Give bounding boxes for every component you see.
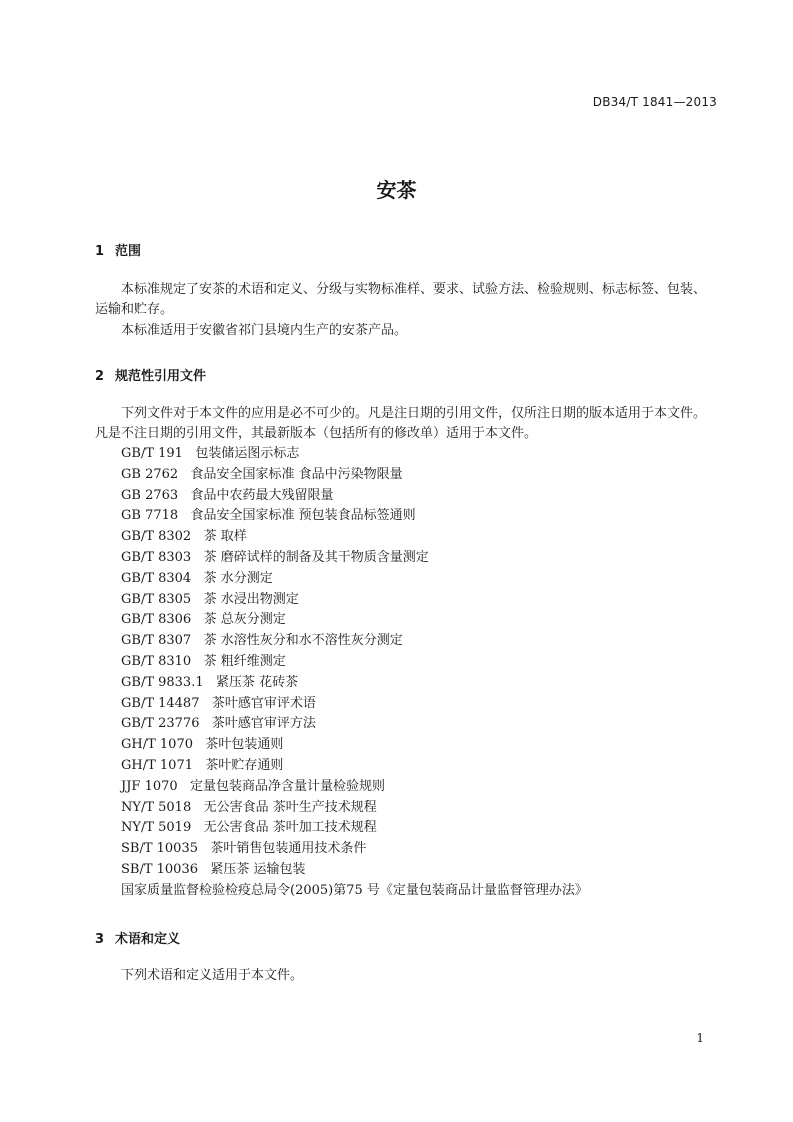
- reference-item: GB/T 9833.1 紧压茶 花砖茶: [121, 674, 299, 690]
- reference-item: GB/T 8302 茶 取样: [121, 529, 247, 545]
- section-1-paragraph-1: 本标准规定了安茶的术语和定义、分级与实物标准样、要求、试验方法、检验规则、标志标签、包装、运输和贮存。: [95, 282, 707, 317]
- section-1-paragraph-2: 本标准适用于安徽省祁门县境内生产的安茶产品。: [121, 323, 408, 338]
- section-2-title: 规范性引用文件: [115, 369, 207, 384]
- reference-item: GH/T 1071 茶叶贮存通则: [121, 757, 284, 773]
- reference-item: GB/T 8304 茶 水分测定: [121, 570, 273, 586]
- reference-item: GB/T 8305 茶 水浸出物测定: [121, 591, 299, 607]
- reference-item: GB 2762 食品安全国家标准 食品中污染物限量: [121, 466, 403, 482]
- reference-item: GB/T 23776 茶叶感官审评方法: [121, 716, 316, 732]
- section-3-heading: [95, 928, 180, 947]
- document-title: 安茶: [376, 178, 417, 202]
- reference-item: GB/T 8307 茶 水溶性灰分和水不溶性灰分测定: [121, 633, 403, 649]
- reference-item: NY/T 5019 无公害食品 茶叶加工技术规程: [121, 820, 377, 836]
- reference-item: SB/T 10036 紧压茶 运输包装: [121, 861, 306, 877]
- reference-item: GB/T 191 包装储运图示标志: [121, 446, 300, 461]
- normative-reference-list: [121, 444, 588, 902]
- section-3-paragraph-1: 下列术语和定义适用于本文件。: [121, 968, 304, 983]
- reference-item: GB/T 8310 茶 粗纤维测定: [121, 653, 286, 669]
- document-code: DB34/T 1841—2013: [592, 95, 717, 109]
- reference-item: GH/T 1070 茶叶包装通则: [121, 737, 284, 753]
- reference-item: 国家质量监督检验检疫总局令(2005)第75 号《定量包装商品计量监督管理办法》: [121, 882, 588, 898]
- reference-item: GB/T 8303 茶 磨碎试样的制备及其干物质含量测定: [121, 549, 429, 565]
- reference-item: GB 7718 食品安全国家标准 预包装食品标签通则: [121, 508, 416, 524]
- section-2-number: 2: [95, 369, 105, 384]
- section-3-title: 术语和定义: [115, 932, 181, 947]
- section-3-number: 3: [95, 932, 105, 947]
- page-number: 1: [696, 1031, 704, 1045]
- reference-item: SB/T 10035 茶叶销售包装通用技术条件: [121, 841, 367, 857]
- reference-item: JJF 1070 定量包装商品净含量计量检验规则: [121, 778, 386, 794]
- reference-item: GB/T 8306 茶 总灰分测定: [121, 612, 286, 628]
- reference-item: GB 2763 食品中农药最大残留限量: [121, 487, 334, 503]
- section-2-heading: [95, 365, 206, 384]
- reference-item: NY/T 5018 无公害食品 茶叶生产技术规程: [121, 799, 377, 815]
- section-1-heading: [95, 240, 141, 259]
- reference-item: GB/T 14487 茶叶感官审评术语: [121, 695, 316, 711]
- section-1-title: 范围: [115, 244, 142, 259]
- section-2-paragraph-1: 下列文件对于本文件的应用是必不可少的。凡是注日期的引用文件，仅所注日期的版本适用于本文件。凡是不注日期的引用文件，其最新版本（包括所有的修改单）适用于本文件。: [95, 406, 707, 441]
- section-1-number: 1: [95, 244, 105, 259]
